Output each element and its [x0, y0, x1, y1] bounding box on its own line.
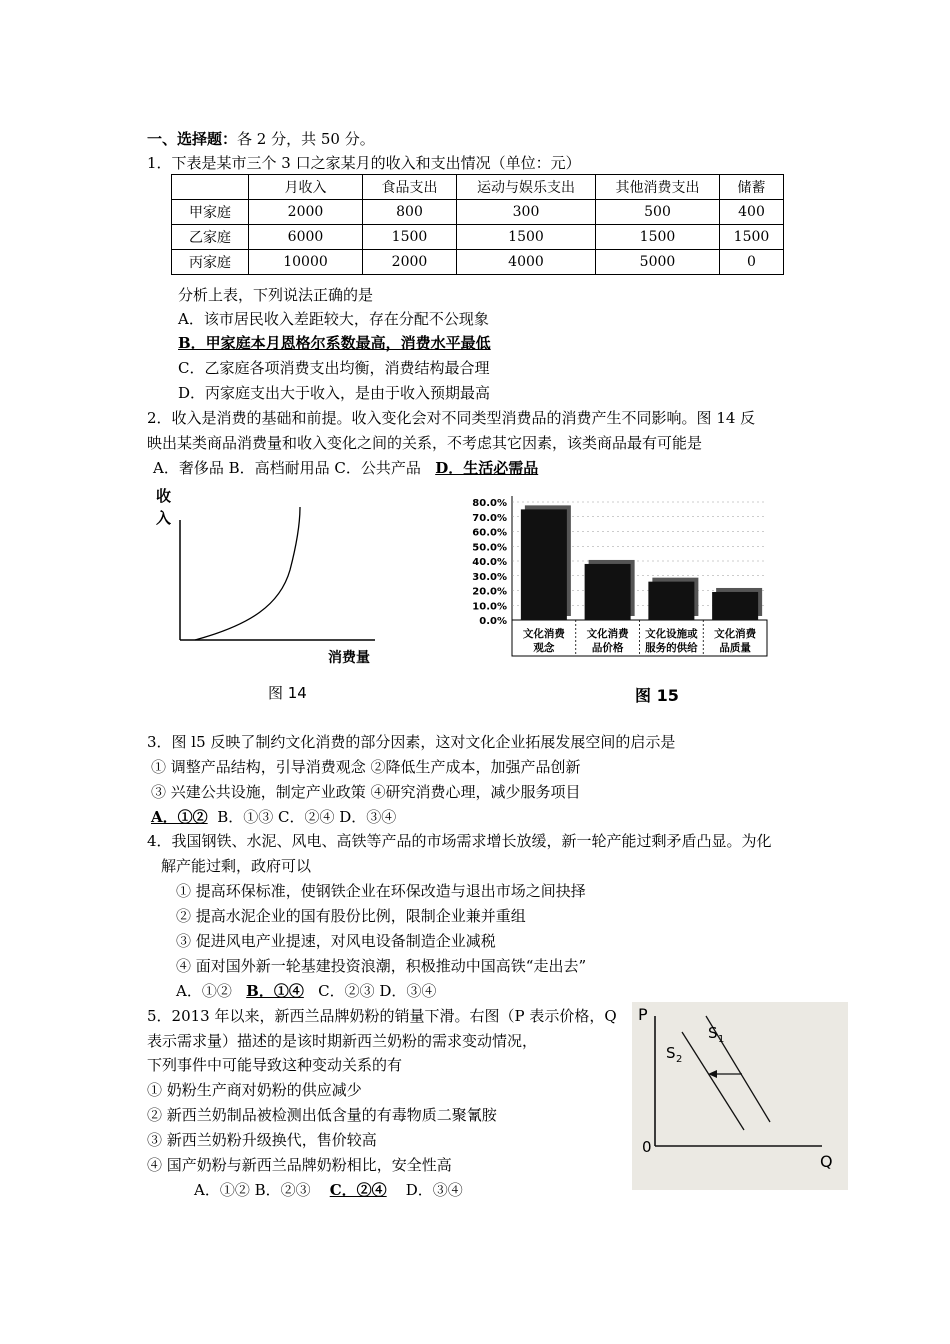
table-header: 食品支出 [363, 175, 457, 200]
fig5-s1-subscript: 1 [718, 1034, 725, 1045]
q1-option-b-answer: B．甲家庭本月恩格尔系数最高，消费水平最低 [178, 334, 491, 352]
fig15-caption: 图 15 [635, 686, 679, 705]
figure-15-chart [455, 488, 775, 713]
table-header: 月收入 [249, 175, 363, 200]
q1-option-a: A．该市居民收入差距较大，存在分配不公现象 [178, 310, 489, 328]
table-header: 其他消费支出 [596, 175, 720, 200]
fig15-ytick-label: 20.0% [472, 586, 507, 598]
q2-line2: 映出某类商品消费量和收入变化之间的关系，不考虑其它因素，该类商品最有可能是 [147, 434, 703, 452]
q2-options-abc: A．奢侈品 B．高档耐用品 C．公共产品 [153, 459, 421, 477]
q5-line3: 下列事件中可能导致这种变动关系的有 [147, 1056, 403, 1074]
fig15-bar [585, 564, 631, 620]
q5-item-3: ③ 新西兰奶粉升级换代，售价较高 [147, 1131, 377, 1149]
table-cell: 500 [596, 200, 720, 225]
q5-line2: 表示需求量）描述的是该时期新西兰奶粉的需求变动情况， [147, 1032, 538, 1050]
fig15-category-label: 品价格 [591, 642, 624, 654]
q4-options [176, 981, 436, 1001]
q4-item-3: ③ 促进风电产业提速，对风电设备制造企业减税 [176, 932, 496, 950]
fig5-s1-label: S [708, 1024, 718, 1042]
fig15-ytick-label: 80.0% [472, 498, 507, 509]
table-row [172, 250, 784, 275]
table-cell: 0 [720, 250, 784, 275]
table-cell: 1500 [720, 225, 784, 250]
fig15-bar [712, 592, 758, 620]
q4-item-4: ④ 面对国外新一轮基建投资浪潮，积极推动中国高铁“走出去” [176, 957, 587, 975]
fig15-bar [648, 582, 694, 620]
q2-line1: 2．收入是消费的基础和前提。收入变化会对不同类型消费品的消费产生不同影响。图 14 反 [147, 409, 756, 427]
q3-stem: 3．图 l5 反映了制约文化消费的部分因素，这对文化企业拓展发展空间的启示是 [147, 733, 676, 751]
fig15-ytick-label: 30.0% [472, 571, 507, 583]
q4-item-1: ① 提高环保标准，使钢铁企业在环保改造与退出市场之间抉择 [176, 882, 586, 900]
figure-demand-shift [632, 1002, 848, 1190]
q5-options-ab: A．①② B．②③ [194, 1181, 311, 1199]
q4-item-2: ② 提高水泥企业的国有股份比例，限制企业兼并重组 [176, 907, 526, 925]
q4-line2: 解产能过剩，政府可以 [161, 857, 312, 875]
q3-options-rest: B．①③ C．②④ D．③④ [217, 808, 397, 826]
q4-option-a: A．①② [176, 982, 232, 1000]
fig5-origin-label: 0 [642, 1138, 652, 1156]
table-header: 运动与娱乐支出 [457, 175, 596, 200]
fig14-ylabel: 收 [156, 487, 172, 505]
fig15-ytick-label: 50.0% [472, 542, 507, 554]
fig15-bar [521, 509, 567, 620]
fig15-category-label: 文化消费 [522, 628, 565, 640]
q5-options [194, 1180, 463, 1200]
q5-item-4: ④ 国产奶粉与新西兰品牌奶粉相比，安全性高 [147, 1156, 452, 1174]
table-cell: 1500 [457, 225, 596, 250]
fig15-ytick-label: 10.0% [472, 601, 507, 613]
fig15-ytick-label: 40.0% [472, 557, 507, 568]
fig15-category-label: 品质量 [719, 642, 751, 654]
q5-item-1: ① 奶粉生产商对奶粉的供应减少 [147, 1081, 362, 1099]
table-header-row [172, 175, 784, 200]
section-desc: 各 2 分，共 50 分。 [237, 130, 375, 148]
q3-items-1: ① 调整产品结构，引导消费观念 ②降低生产成本，加强产品创新 [151, 758, 581, 776]
table-cell: 乙家庭 [172, 225, 249, 250]
fig5-s2-subscript: 2 [676, 1054, 683, 1065]
fig15-category-label: 文化设施或 [645, 628, 698, 640]
table-cell: 5000 [596, 250, 720, 275]
fig15-category-label: 服务的供给 [645, 642, 698, 654]
fig15-ytick-label: 60.0% [472, 527, 507, 539]
q3-answer: A．①② [151, 808, 208, 826]
fig5-p-label: P [638, 1005, 648, 1024]
fig14-ylabel: 入 [156, 509, 172, 527]
q5-answer: C．②④ [329, 1181, 387, 1199]
table-cell: 1500 [596, 225, 720, 250]
q2-options [153, 458, 538, 478]
fig15-category-label: 观念 [533, 642, 555, 654]
q1-option-d: D．丙家庭支出大于收入，是由于收入预期最高 [178, 384, 491, 402]
q4-line1: 4．我国钢铁、水泥、风电、高铁等产品的市场需求增长放缓，新一轮产能过剩矛盾凸显。为化 [147, 832, 772, 850]
table-header: 储蓄 [720, 175, 784, 200]
section-heading [147, 129, 375, 149]
table-cell: 2000 [249, 200, 363, 225]
fig14-caption: 图 14 [268, 684, 307, 702]
fig5-q-label: Q [820, 1152, 833, 1171]
q3-items-2: ③ 兴建公共设施，制定产业政策 ④研究消费心理，减少服务项目 [151, 783, 581, 801]
table-cell: 10000 [249, 250, 363, 275]
table-cell: 300 [457, 200, 596, 225]
q3-options [151, 807, 396, 827]
q5-line1: 5．2013 年以来，新西兰品牌奶粉的销量下滑。右图（P 表示价格，Q [147, 1007, 617, 1025]
fig15-ytick-label: 0.0% [479, 616, 507, 627]
fig15-category-label: 文化消费 [586, 628, 629, 640]
table-cell: 4000 [457, 250, 596, 275]
table-row [172, 200, 784, 225]
q1-prompt: 分析上表，下列说法正确的是 [178, 286, 374, 304]
fig5-s2-label: S [666, 1044, 676, 1062]
fig14-curve [195, 507, 300, 640]
table-header [172, 175, 249, 200]
fig15-ytick-label: 70.0% [472, 512, 507, 524]
table-cell: 1500 [363, 225, 457, 250]
q1-stem: 1．下表是某市三个 3 口之家某月的收入和支出情况（单位：元） [147, 154, 581, 172]
table-cell: 甲家庭 [172, 200, 249, 225]
table-row [172, 225, 784, 250]
q5-option-d: D．③④ [405, 1181, 463, 1199]
table-cell: 丙家庭 [172, 250, 249, 275]
table-cell: 2000 [363, 250, 457, 275]
table-cell: 400 [720, 200, 784, 225]
fig15-category-label: 文化消费 [714, 628, 757, 640]
q1-table [171, 174, 784, 275]
fig5-background [632, 1002, 848, 1190]
q4-answer: B．①④ [246, 982, 304, 1000]
q2-answer: D．生活必需品 [435, 459, 539, 477]
q1-option-c: C．乙家庭各项消费支出均衡，消费结构最合理 [178, 359, 490, 377]
q4-options-rest: C．②③ D．③④ [318, 982, 437, 1000]
fig14-xlabel: 消费量 [328, 650, 370, 666]
q5-item-2: ② 新西兰奶制品被检测出低含量的有毒物质二聚氰胺 [147, 1106, 497, 1124]
table-cell: 6000 [249, 225, 363, 250]
section-title: 一、选择题： [147, 130, 238, 148]
table-cell: 800 [363, 200, 457, 225]
figure-14 [150, 485, 430, 710]
